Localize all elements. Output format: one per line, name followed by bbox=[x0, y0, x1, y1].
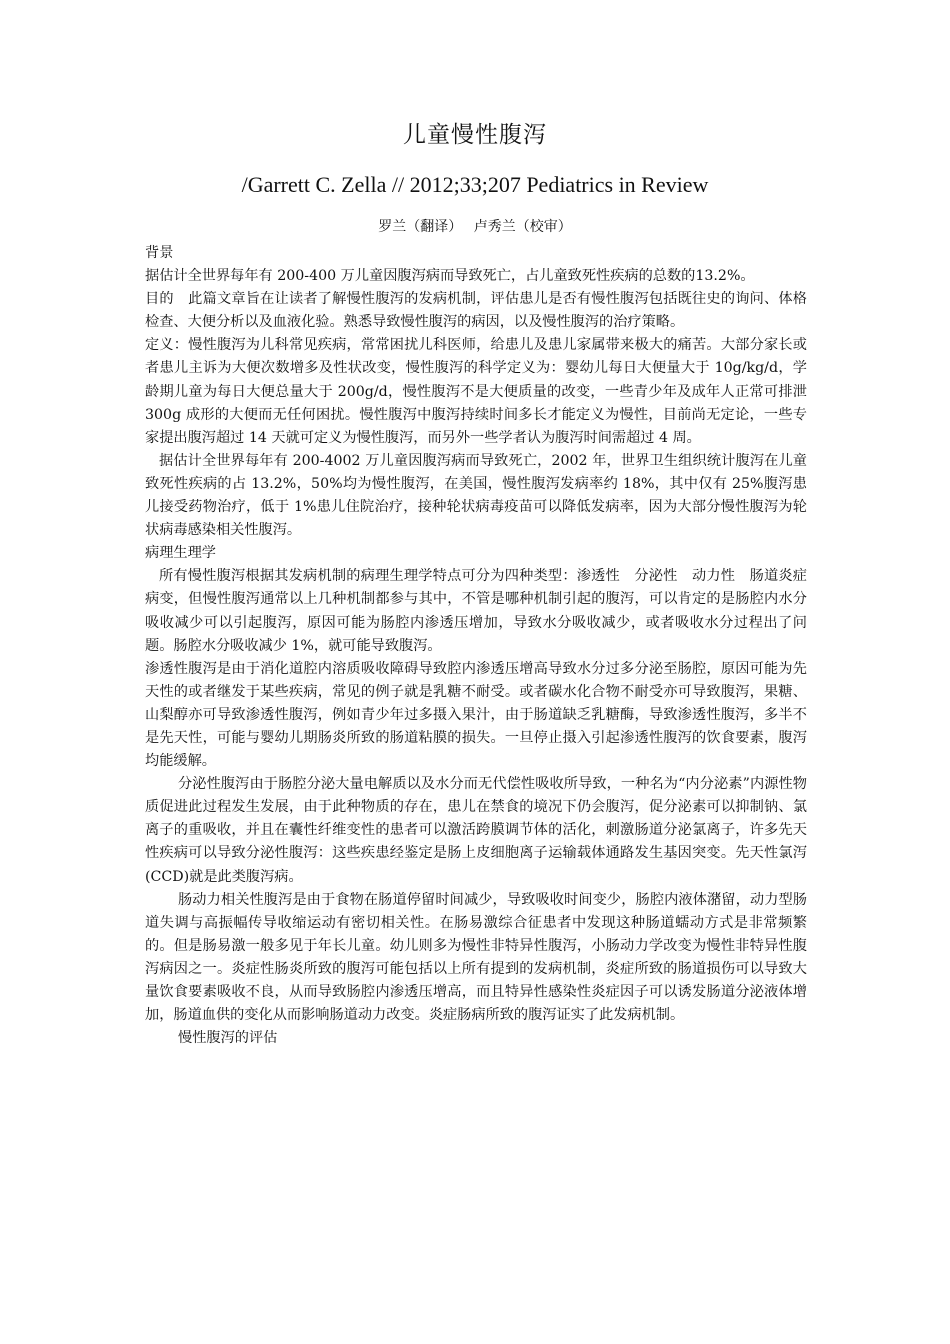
section-heading-pathophysiology: 病理生理学 bbox=[145, 545, 216, 562]
citation-line: /Garrett C. Zella // 2012;33;207 Pediatrics in Review bbox=[241, 172, 709, 197]
translator-credits: 罗兰（翻译） 卢秀兰（校审） bbox=[378, 219, 572, 235]
section-heading-evaluation: 慢性腹泻的评估 bbox=[178, 1030, 278, 1047]
paragraph-pathophysiology: 所有慢性腹泻根据其发病机制的病理生理学特点可分为四种类型：渗透性 分泌性 动力性 肠道炎症病变，但慢性腹泻通常以上几种机制都参与其中，不管是哪种机制引起的腹泻，可以肯定的是肠腔内水分吸收减少可以引起腹泻，原因可能为肠腔内渗透压增加，导致水分吸收减少，或者吸收水分过程出了问题。肠腔水分吸收减少 1%，就可能导致腹泻。 bbox=[145, 568, 807, 654]
paragraph-background: 据估计全世界每年有 200-400 万儿童因腹泻病而导致死亡，占儿童致死性疾病的总数的13.2%。 bbox=[145, 268, 755, 285]
paragraph-definition: 定义：慢性腹泻为儿科常见疾病，常常困扰儿科医师，给患儿及患儿家属带来极大的痛苦。大部分家长或者患儿主诉为大便次数增多及性状改变，慢性腹泻的科学定义为：婴幼儿每日大便量大于 10g/kg/d，学龄期儿童为每日大便总量大于 200g/d，慢性腹泻不是大便质量的改变，一些青少年及成年人正常可排泄 300g 成形的大便而无任何困扰。慢性腹泻中腹泻持续时间多长才能定义为慢性，目前尚无定论，一些专家提出腹泻超过 14 天就可定义为慢性腹泻，而另外一些学者认为腹泻时间需超过 4 周。 bbox=[145, 337, 807, 446]
paragraph-osmotic-diarrhea: 渗透性腹泻是由于消化道腔内溶质吸收障碍导致腔内渗透压增高导致水分过多分泌至肠腔，原因可能为先天性的或者继发于某些疾病，常见的例子就是乳糖不耐受。或者碳水化合物不耐受亦可导致腹泻，果糖、山梨醇亦可导致渗透性腹泻，例如青少年过多摄入果汁，由于肠道缺乏乳糖酶，导致渗透性腹泻，多半不是先天性，可能与婴幼儿期肠炎所致的肠道粘膜的损失。一旦停止摄入引起渗透性腹泻的饮食要素，腹泻均能缓解。 bbox=[145, 660, 807, 770]
paragraph-epidemiology: 据估计全世界每年有 200-4002 万儿童因腹泻病而导致死亡，2002 年，世界卫生组织统计腹泻在儿童致死性疾病的占 13.2%，50%均为慢性腹泻，在美国，慢性腹泻发病率约 18%，其中仅有 25%腹泻患儿接受药物治疗，低于 1%患儿住院治疗，接种轮状病毒疫苗可以降低发病率，因为大部分慢性腹泻为轮状病毒感染相关性腹泻。 bbox=[145, 452, 807, 539]
page-title: 儿童慢性腹泻 bbox=[403, 122, 547, 148]
paragraph-motility-diarrhea: 肠动力相关性腹泻是由于食物在肠道停留时间减少，导致吸收时间变少，肠腔内液体潴留，动力型肠道失调与高振幅传导收缩运动有密切相关性。在肠易激综合征患者中发现这种肠道蠕动方式是非常频繁的。但是肠易激一般多见于年长儿童。幼儿则多为慢性非特异性腹泻，小肠动力学改变为慢性非特异性腹泻病因之一。炎症性肠炎所致的腹泻可能包括以上所有提到的发病机制，炎症所致的肠道损伤可以导致大量饮食要素吸收不良，从而导致肠腔内渗透压增高，而且特异性感染性炎症因子可以诱发肠道分泌液体增加，肠道血供的变化从而影响肠道动力改变。炎症肠病所致的腹泻证实了此发病机制。 bbox=[145, 891, 807, 1024]
article-body bbox=[145, 242, 807, 1050]
paragraph-objective: 目的 此篇文章旨在让读者了解慢性腹泻的发病机制，评估患儿是否有慢性腹泻包括既往史的询问、体格检查、大便分析以及血液化验。熟悉导致慢性腹泻的病因，以及慢性腹泻的治疗策略。 bbox=[145, 291, 807, 331]
paragraph-secretory-diarrhea: 分泌性腹泻由于肠腔分泌大量电解质以及水分而无代偿性吸收所导致，一种名为“内分泌素”内源性物质促进此过程发生发展，由于此种物质的存在，患儿在禁食的境况下仍会腹泻，促分泌素可以抑制钠、氯离子的重吸收，并且在囊性纤维变性的患者可以激活跨膜调节体的活化，刺激肠道分泌氯离子，许多先天性疾病可以导致分泌性腹泻：这些疾患经鉴定是肠上皮细胞离子运输载体通路发生基因突变。先天性氯泻 (CCD)就是此类腹泻病。 bbox=[145, 776, 807, 885]
section-heading-background: 背景 bbox=[145, 245, 174, 261]
